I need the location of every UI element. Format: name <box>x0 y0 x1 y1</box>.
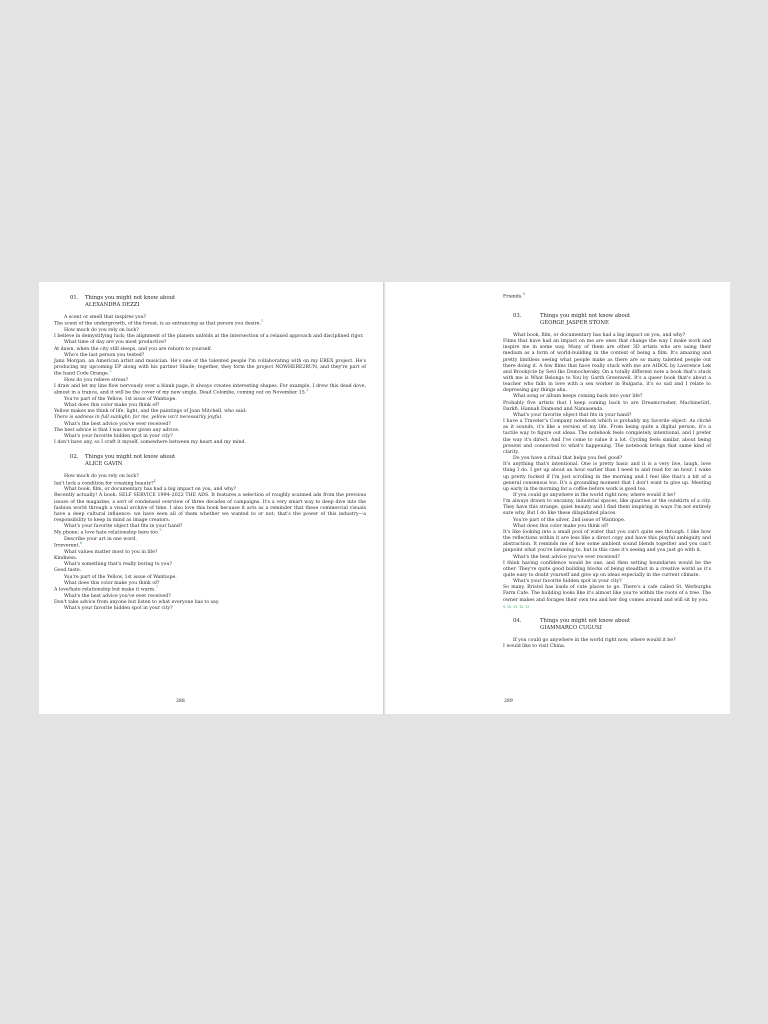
question: What does this color make you think of? <box>64 403 160 409</box>
question: Describe your art in one word. <box>64 537 137 543</box>
section-number: 02. <box>70 454 79 461</box>
question: What's your favorite object that fits in your hand? <box>513 412 632 418</box>
section-title-line: Things you might not know about <box>540 312 631 319</box>
right-page <box>386 282 730 714</box>
question: What book, film, or documentary has had a big impact on you, and why? <box>64 487 237 493</box>
question: What's your favorite hidden spot in your city? <box>64 433 173 439</box>
question: What values matter most to you in life? <box>64 549 158 555</box>
section-title-line: Things you might not know about <box>85 454 176 461</box>
footnote-marker: 2 <box>109 369 112 374</box>
footnote-marker: 5 <box>159 528 162 533</box>
footnote-list: 9, 10, 11, 12, 13 <box>503 604 530 609</box>
question: What book, film, or documentary has had a big impact on you, and why? <box>513 332 686 338</box>
footnote-marker: 4 <box>153 478 156 483</box>
question: What's the best advice you've ever received? <box>513 554 620 560</box>
answer: Films that have had an impact on me are ones that change the way I make work and inspire me in some way. Many of them are other 3D artists who are using their medium as a form of world-building in the context of being a film. It's amazing and pretty limitless seeing what people make as there are so many talented people out there doing it. A few films that have really stuck with me are AIDOL by Lawrence Lek and Brookycle by Sevi Iko Domochevsky. On a totally different note a book that's stuck with me is What Belongs to You by Garth Greenwell. It's a queer book that's about a teacher who falls in love with a sex worker in Bulgaria, it's so sad and I relate to depressing gay things aha. <box>503 339 711 394</box>
answer: I draw and let my line flow nervously over a blank page; it always creates interesting shapes. For example, I drew this dead dove, almost in a trance, and it will be the cover of my new single, Dead Colombe, coming out on November 15.$^3$ <box>54 384 366 396</box>
section-name: GIAMMARCO CUGUSI <box>540 625 602 632</box>
section-name: GEORGE JASPER STONE <box>540 319 609 326</box>
question: What time of day are you most productive? <box>64 340 167 346</box>
answer: At dawn, when the city still sleeps, and you are reborn to yourself. <box>54 346 213 352</box>
answer: Jami Morgan, an American artist and musician. He's one of the talented people I'm collaborating with on my EREX project. He's producing my upcoming EP along with his partner Shade; together, they form the project NOWHERE2RUN, and they're part of the band Code Orange.$^2$ <box>54 358 366 377</box>
question: You're part of the Yellow, 1st issue of Wantiope. <box>64 574 177 580</box>
lead-paragraph: Friends.$^8$ <box>503 292 525 300</box>
page-number: 288 <box>176 699 185 704</box>
question: You're part of the Yellow, 1st issue of Wantiope. <box>64 396 177 402</box>
question: What's something that's really boring to you? <box>64 562 173 568</box>
qa-block <box>54 315 366 446</box>
answer: My phone; a love hate relationship here too.$^5$ <box>54 528 162 536</box>
question: Who's the last person you texted? <box>64 352 145 358</box>
section-title-line: Things you might not know about <box>85 295 176 301</box>
section-title-line: Things you might not know about <box>540 617 631 624</box>
answer: Don't take advice from anyone but listen to what everyone has to say. <box>54 599 220 605</box>
qa-block <box>503 638 711 650</box>
question: How do you relieve stress? <box>64 377 129 383</box>
question: A scent or smell that inspires you? <box>64 315 147 321</box>
answer-quote: There is sadness in full sunlight; for me, yellow isn't necessarily joyful. <box>54 415 223 421</box>
question: How much do you rely on luck? <box>64 474 139 480</box>
question: What's the best advice you've ever received? <box>64 421 171 427</box>
spacer <box>503 301 711 309</box>
answer: A love/hate relationship but make it warm.$^7$ <box>54 584 158 593</box>
footnote-marker: 1 <box>261 319 264 324</box>
answer: Isn't luck a condition for creating beauty?$^4$ <box>54 478 156 487</box>
section-heading <box>503 313 711 327</box>
section-heading <box>54 295 366 309</box>
spacer <box>54 446 366 454</box>
footnote-marker: 8 <box>522 292 525 296</box>
answer: I'm always drawn to uncanny, industrial spaces, like quarries or the outskirts of a city. They have this strange, quiet beauty, and I find them inspiring in ways I'm not entirely sure why. But I do like these dilapidated places. <box>503 499 711 517</box>
spacer <box>503 610 711 618</box>
question: What song or album keeps coming back into your life? <box>513 394 643 400</box>
qa-block <box>54 474 366 612</box>
answer: Irreverent.$^6$ <box>54 541 83 549</box>
section-heading <box>503 618 711 632</box>
answer: The best advice is that I was never given any advice. <box>54 427 180 433</box>
question: What's your favorite object that fits in your hand? <box>64 524 183 530</box>
question: If you could go anywhere in the world right now, where would it be? <box>513 638 676 644</box>
question: You're part of the silver, 2nd issue of Wantiope. <box>513 517 626 523</box>
footnote-marker: 3 <box>306 388 309 393</box>
section-heading <box>54 454 366 468</box>
answer: Yellow makes me think of life, light, and the paintings of Joan Mitchell, who said: <box>54 409 247 415</box>
question: What does this color make you think of? <box>513 523 609 529</box>
section-name: ALEXANDRA DEZZI <box>85 302 140 309</box>
question: How much do you rely on luck? <box>64 328 139 334</box>
answer: I have a Traveler's Company notebook which is probably my favorite object. As cliché as it sounds, it's like a version of my life. From being quite a digital person, it's a tactile way to figure out ideas. The notebook feels completely intentional, and I prefer the way it's direct. And I've come to value it a lot. Cycling feels similar, about being present and connected to what's happening. The notebook brings that same kind of clarity. <box>503 419 711 455</box>
left-page <box>39 282 383 714</box>
answer: Recently actually! A book: SELF SERVICE 1994–2022 THE ADS. It features a selection of roughly scanned ads from the previous issues of the magazine, a sort of condensed overview of three decades of campaigns. It's a very smart way to deep dive into the fashion world through a visual archive of time. I also love this book because it acts as a reminder that these commercial visuals have a deep cultural influence: we have seen all of them whether we wanted to or not; that's the power of this industry—a responsibility to keep in mind as image creators. <box>54 493 366 523</box>
answer: I don't have any, so I craft it myself, somewhere between my heart and my mind. <box>54 440 247 445</box>
qa-block <box>503 333 711 610</box>
answer: So many, Bristol has loads of cute places to go. There's a cafe called St. Werburghs Farm Cafe. The building looks like it's almost like you're within the roots of a tree. The owner makes and forages their own tea and her dog comes around and will sit by you. <box>503 585 711 603</box>
footnote-marker: 6 <box>79 541 83 546</box>
footnote-marker: 7 <box>155 584 158 589</box>
answer: I would like to visit China. <box>503 644 566 650</box>
question: Do you have a ritual that helps you feel good? <box>513 456 623 462</box>
question: What's your favorite hidden spot in your city? <box>64 605 173 611</box>
right-page-content <box>503 294 711 650</box>
left-page-content <box>54 295 366 612</box>
section-title <box>85 454 175 468</box>
answer: It's anything that's intentional. One is pretty basic and it is a very live, laugh, love thing I do. I get up about an hour earlier than I need to and read for an hour. I wake up pretty fucked if I'm just scrolling in the morning and I feel like that's a bit of a general consensus too. It's a grounding moment that I don't want to give up. Meeting up early in the morning for a coffee before work is good too. <box>503 462 711 492</box>
answer: I think having confidence would be one, and then setting boundaries would be the other. They're quite good building blocks of being steadfast in a creative world as it's quite easy to doubt yourself and give up on ideas especially in the current climate. <box>503 560 711 578</box>
answer: Kindness. <box>54 556 78 562</box>
question: What's the best advice you've ever received? <box>64 593 171 599</box>
section-name: ALICE GAVIN <box>85 461 123 468</box>
question: What does this color make you think of? <box>64 580 160 586</box>
section-number: 04. <box>513 617 522 624</box>
answer: Good taste. <box>54 568 82 574</box>
section-title <box>540 313 630 327</box>
answer: The scent of the undergrowth, of the forest, is as entrancing as that person you desire.$^1$ <box>54 319 264 327</box>
answer: Probably five artists that I keep coming back to are Dreamcrusher, MachineGirl, Darkfi, Hannah Diamond and Namasenda. <box>503 400 711 412</box>
section-number: 03. <box>513 312 522 319</box>
section-number: 01. <box>70 295 79 301</box>
answer: It's like looking into a small pool of water that you can't quite see through. I like how the reflections within it are less like a direct copy and have this playful ambiguity and abstraction. It reminds me of how some ambient sound blends together and you can't pinpoint what you're listening to, but in this case it's seeing and you just go with it. <box>503 529 711 554</box>
question: What's your favorite hidden spot in your city? <box>513 579 622 585</box>
section-title <box>540 618 630 632</box>
section-title <box>85 295 175 309</box>
answer: I believe in demystifying luck; the alignment of the planets unfolds at the intersection of a relaxed approach and disciplined rigor. <box>54 334 364 340</box>
question: If you could go anywhere in the world right now, where would it be? <box>513 492 676 498</box>
page-number: 289 <box>504 699 513 704</box>
